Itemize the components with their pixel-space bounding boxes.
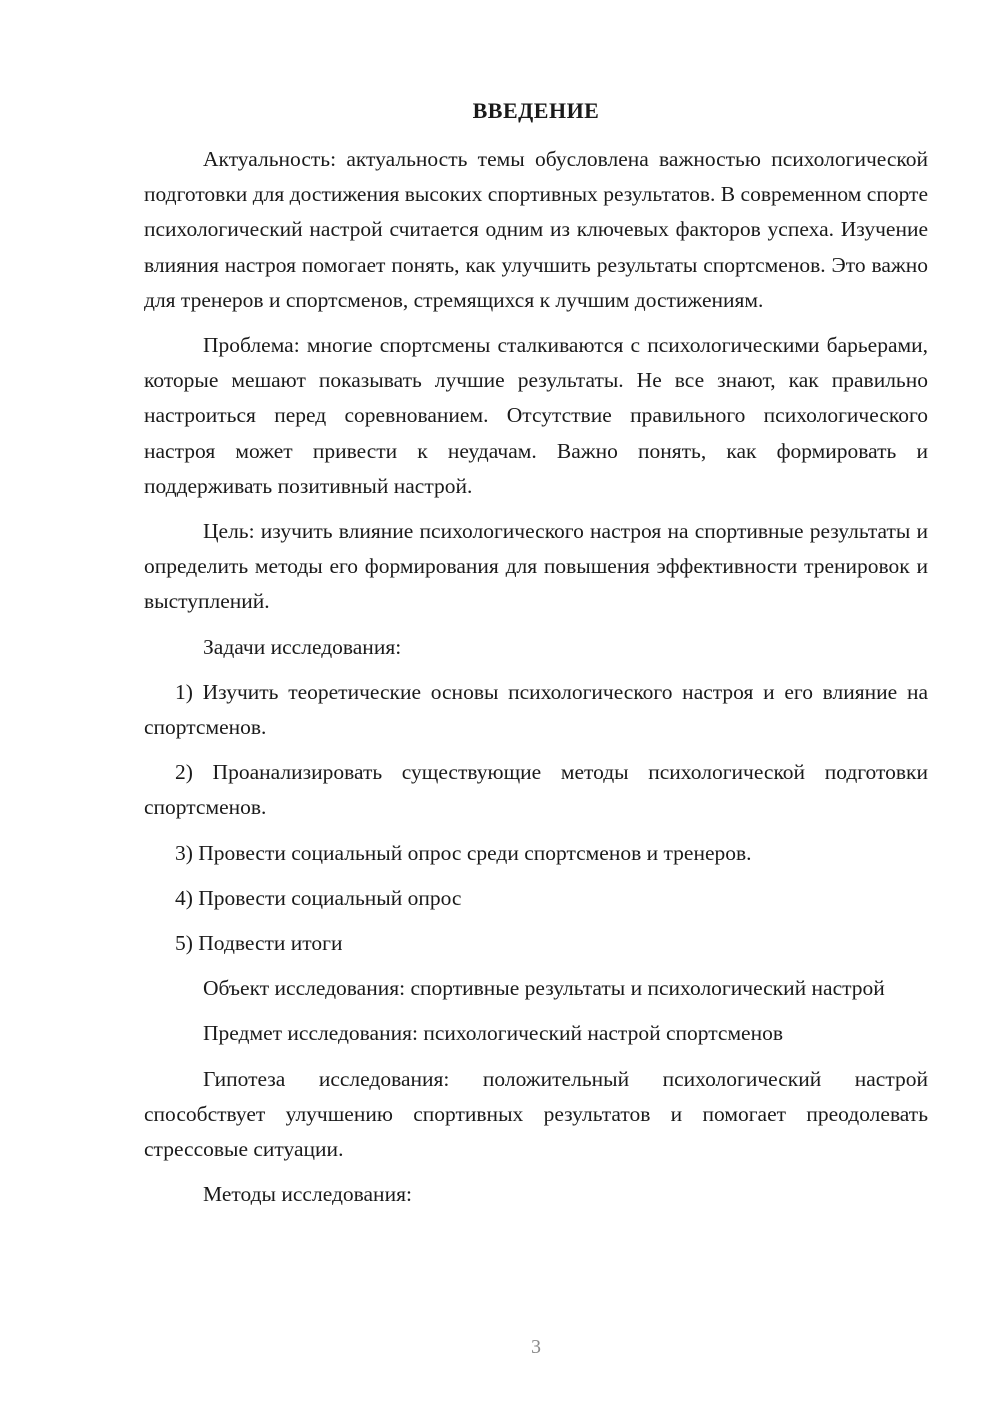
document-page	[144, 0, 928, 1414]
paragraph-goal: Цель: изучить влияние психологического настроя на спортивные результаты и определить методы его формирования для повышения эффективности тренировок и выступлений.	[144, 519, 928, 614]
paragraph-object: Объект исследования: спортивные результаты и психологический настрой	[203, 976, 885, 1001]
paragraph-relevance: Актуальность: актуальность темы обусловлена важностью психологической подготовки для достижения высоких спортивных результатов. В современном спорте психологический настрой считается одним из ключевых факторов успеха. Изучение влияния настроя помогает понять, как улучшить результаты спортсменов. Это важно для тренеров и спортсменов, стремящихся к лучшим достижениям.	[144, 147, 928, 312]
page-number: 3	[531, 1336, 541, 1358]
task-item-4: 4) Провести социальный опрос	[175, 885, 462, 910]
task-item-3: 3) Провести социальный опрос среди спортсменов и тренеров.	[175, 840, 752, 865]
paragraph-problem: Проблема: многие спортсмены сталкиваются с психологическими барьерами, которые мешают показывать лучшие результаты. Не все знают, как правильно настроиться перед соревнованием. Отсутствие правильного психологического настроя может привести к неудачам. Важно понять, как формировать и поддерживать позитивный настрой.	[144, 333, 928, 498]
paragraph-tasks-heading: Задачи исследования:	[203, 634, 402, 659]
paragraph-subject: Предмет исследования: психологический настрой спортсменов	[203, 1021, 783, 1046]
task-item-5: 5) Подвести итоги	[175, 931, 343, 956]
page-title: ВВЕДЕНИЕ	[472, 98, 600, 123]
document-body	[144, 142, 928, 1222]
task-item-1: 1) Изучить теоретические основы психологического настроя и его влияние на спортсменов.	[144, 679, 928, 740]
paragraph-methods: Методы исследования:	[203, 1182, 412, 1207]
task-item-2: 2) Проанализировать существующие методы психологической подготовки спортсменов.	[144, 760, 928, 820]
paragraph-hypothesis: Гипотеза исследования: положительный психологический настрой способствует улучшению спортивных результатов и помогает преодолевать стрессовые ситуации.	[144, 1066, 928, 1162]
